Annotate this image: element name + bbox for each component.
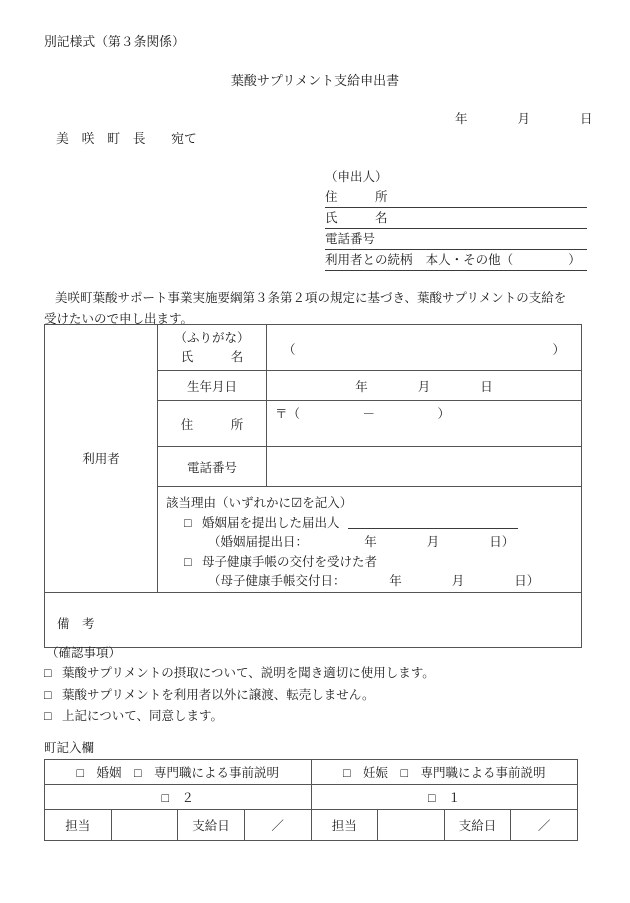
confirmation-item-3-text: 上記について、同意します。 bbox=[62, 709, 224, 723]
confirmation-item-2-text: 葉酸サプリメントを利用者以外に譲渡、転売しません。 bbox=[62, 687, 375, 702]
birth-value-cell[interactable]: 年 月 日 bbox=[267, 371, 582, 401]
furigana-open-paren: （ bbox=[283, 342, 296, 357]
applicant-detail-table bbox=[44, 324, 582, 648]
reason-item-2-text: 母子健康手帳の交付を受けた者 bbox=[202, 554, 378, 569]
town-count-right[interactable]: □ １ bbox=[311, 785, 578, 810]
furigana-close-paren: ） bbox=[552, 342, 565, 357]
staff-label-right: 担当 bbox=[311, 810, 378, 841]
addressee-line: 美 咲 町 長 宛て bbox=[56, 132, 197, 146]
address-label-cell: 住 所 bbox=[158, 401, 267, 447]
confirmation-title: （確認事項） bbox=[46, 646, 122, 660]
town-footer-row bbox=[45, 810, 578, 841]
table-row-name bbox=[45, 325, 582, 371]
user-section-label bbox=[45, 325, 158, 593]
note-label: 備 考 bbox=[57, 616, 95, 631]
applicant-relation-row bbox=[325, 250, 587, 271]
reason-item-1-sub: （婚姻届提出日： 年 月 日） bbox=[208, 535, 515, 549]
town-office-table bbox=[44, 759, 578, 841]
reason-item-1[interactable] bbox=[166, 514, 581, 534]
supply-date-value-right[interactable]: ／ bbox=[511, 810, 578, 841]
applicant-block bbox=[325, 168, 587, 271]
reason-item-1-text: 婚姻届を提出した届出人 bbox=[202, 515, 340, 530]
postal-code-line: 〒（ － ） bbox=[275, 407, 451, 421]
town-count-row bbox=[45, 785, 578, 810]
birth-label-cell: 生年月日 bbox=[158, 371, 267, 401]
applicant-relation-label: 利用者との続柄 bbox=[325, 253, 413, 267]
town-section-label: 町記入欄 bbox=[44, 741, 95, 755]
applicant-tel-row bbox=[325, 229, 587, 250]
user-label-text: 利用者 bbox=[82, 452, 120, 467]
reason-item-1-rule bbox=[348, 514, 518, 529]
town-header-left[interactable]: □ 婚姻 □ 専門職による事前説明 bbox=[45, 760, 312, 785]
reason-item-2-sub: （母子健康手帳交付日： 年 月 日） bbox=[208, 574, 540, 588]
supply-date-label-right: 支給日 bbox=[444, 810, 511, 841]
staff-label-left: 担当 bbox=[45, 810, 112, 841]
applicant-tel-label: 電話番号 bbox=[325, 232, 376, 246]
supply-date-value-left[interactable]: ／ bbox=[244, 810, 311, 841]
confirmation-item-1-text: 葉酸サプリメントの摂取について、説明を聞き適切に使用します。 bbox=[62, 666, 435, 680]
confirmation-item-3[interactable] bbox=[44, 706, 435, 728]
table-row-note bbox=[45, 592, 582, 647]
applicant-address-label: 住 所 bbox=[325, 190, 388, 204]
reason-title: 該当理由（いずれかに☑を記入） bbox=[166, 496, 353, 510]
town-count-left[interactable]: □ ２ bbox=[45, 785, 312, 810]
form-id-label: 別記様式（第３条関係） bbox=[44, 35, 185, 49]
furigana-label: （ふりがな） bbox=[174, 330, 250, 345]
applicant-name-row bbox=[325, 208, 587, 229]
checkbox-marriage-icon[interactable]: □ bbox=[184, 515, 192, 530]
submission-date-line: 年 月 日 bbox=[455, 112, 593, 126]
applicant-heading: （申出人） bbox=[325, 170, 388, 184]
tel-label-cell: 電話番号 bbox=[158, 447, 267, 487]
applicant-relation-close: ） bbox=[568, 253, 581, 267]
address-value-cell[interactable] bbox=[267, 401, 582, 447]
checkbox-no-transfer-icon[interactable]: □ bbox=[44, 687, 52, 702]
confirmation-block bbox=[44, 644, 435, 728]
checkbox-usage-icon[interactable]: □ bbox=[44, 666, 52, 680]
supply-date-label-left: 支給日 bbox=[178, 810, 245, 841]
tel-value-cell[interactable] bbox=[267, 447, 582, 487]
applicant-address-row bbox=[325, 187, 587, 208]
name-value-cell[interactable] bbox=[267, 325, 582, 371]
staff-value-right[interactable] bbox=[378, 810, 445, 841]
name-label: 氏 名 bbox=[180, 349, 244, 364]
checkbox-agree-icon[interactable]: □ bbox=[44, 709, 52, 723]
document-title: 葉酸サプリメント支給申出書 bbox=[230, 73, 400, 88]
staff-value-left[interactable] bbox=[111, 810, 178, 841]
reason-item-2[interactable] bbox=[166, 553, 581, 573]
checkbox-maternal-book-icon[interactable]: □ bbox=[184, 554, 192, 569]
body-paragraph: 美咲町葉酸サポート事業実施要綱第３条第２項の規定に基づき、葉酸サプリメントの支給を受けたいので申し出ます。 bbox=[44, 291, 567, 326]
applicant-relation-value: 本人・その他（ bbox=[425, 253, 514, 267]
confirmation-item-1[interactable] bbox=[44, 663, 435, 685]
town-header-right[interactable]: □ 妊娠 □ 専門職による事前説明 bbox=[311, 760, 578, 785]
name-label-cell bbox=[158, 325, 267, 371]
confirmation-item-2[interactable] bbox=[44, 685, 435, 707]
reason-cell[interactable] bbox=[158, 487, 582, 593]
applicant-name-label: 氏 名 bbox=[325, 211, 388, 225]
town-header-row bbox=[45, 760, 578, 785]
note-cell[interactable] bbox=[45, 592, 582, 647]
